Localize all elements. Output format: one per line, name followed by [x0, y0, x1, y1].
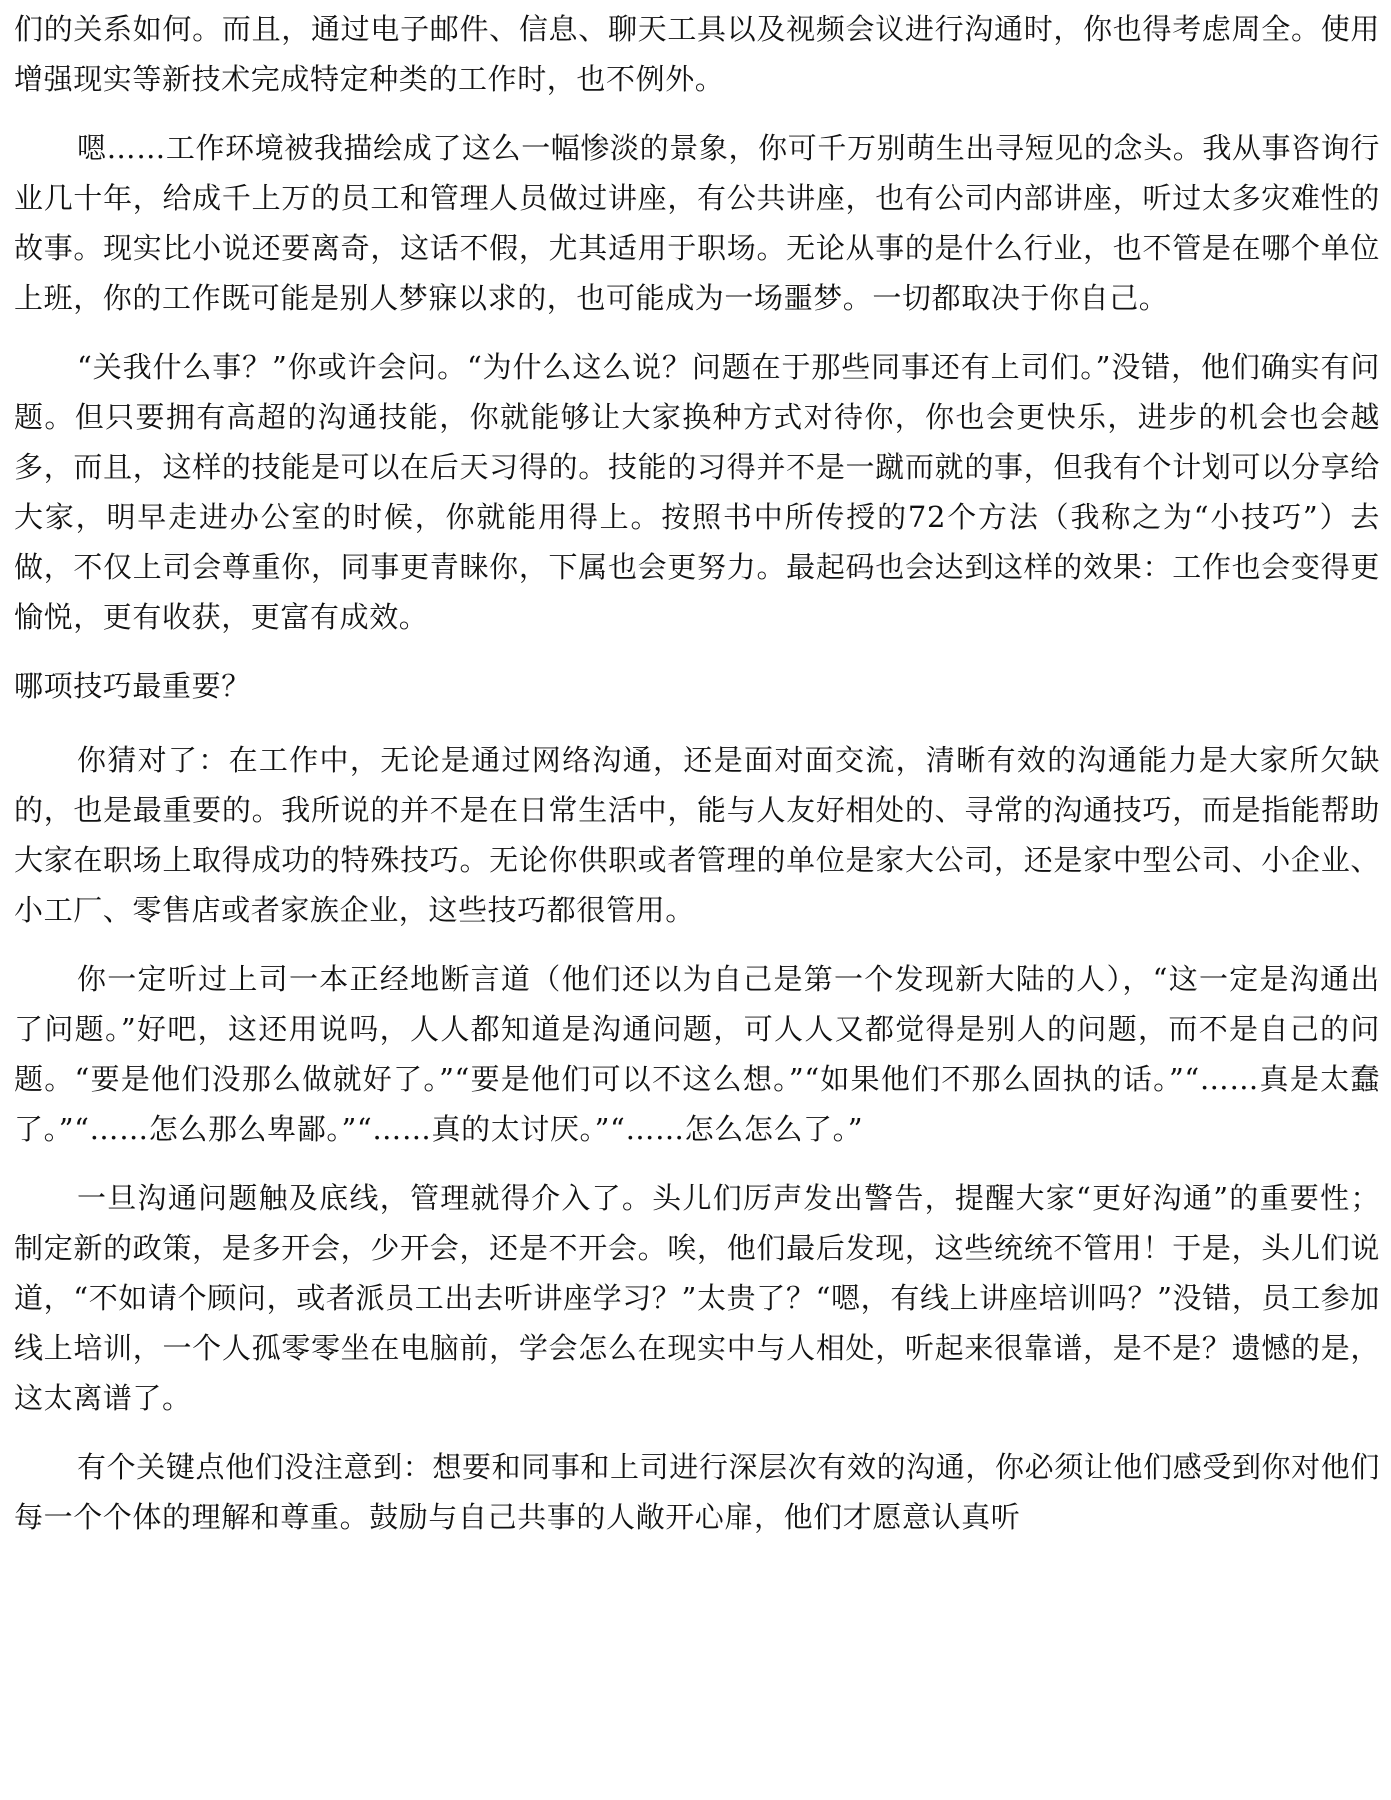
- section-heading: 哪项技巧最重要？: [14, 669, 251, 703]
- paragraph: 有个关键点他们没注意到：想要和同事和上司进行深层次有效的沟通，你必须让他们感受到你对他们每一个个体的理解和尊重。鼓励与自己共事的人敞开心扉，他们才愿意认真听: [14, 1450, 1380, 1534]
- paragraph: “关我什么事？”你或许会问。“为什么这么说？问题在于那些同事还有上司们。”没错，他们确实有问题。但只要拥有高超的沟通技能，你就能够让大家换种方式对待你，你也会更快乐，进步的机会也会越多，而且，这样的技能是可以在后天习得的。技能的习得并不是一蹴而就的事，但我有个计划可以分享给大家，明早走进办公室的时候，你就能用得上。按照书中所传授的72个方法（我称之为“小技巧”）去做，不仅上司会尊重你，同事更青睐你，下属也会更努力。最起码也会达到这样的效果：工作也会变得更愉悦，更有收获，更富有成效。: [14, 350, 1380, 634]
- paragraph: 你猜对了：在工作中，无论是通过网络沟通，还是面对面交流，清晰有效的沟通能力是大家所欠缺的，也是最重要的。我所说的并不是在日常生活中，能与人友好相处的、寻常的沟通技巧，而是指能帮助大家在职场上取得成功的特殊技巧。无论你供职或者管理的单位是家大公司，还是家中型公司、小企业、小工厂、零售店或者家族企业，这些技巧都很管用。: [14, 743, 1380, 927]
- paragraph: 你一定听过上司一本正经地断言道（他们还以为自己是第一个发现新大陆的人），“这一定是沟通出了问题。”好吧，这还用说吗，人人都知道是沟通问题，可人人又都觉得是别人的问题，而不是自己的问题。“要是他们没那么做就好了。”“要是他们可以不这么想。”“如果他们不那么固执的话。”“……真是太蠢了。”“……怎么那么卑鄙。”“……真的太讨厌。”“……怎么怎么了。”: [14, 962, 1380, 1146]
- paragraph: 嗯……工作环境被我描绘成了这么一幅惨淡的景象，你可千万别萌生出寻短见的念头。我从事咨询行业几十年，给成千上万的员工和管理人员做过讲座，有公共讲座，也有公司内部讲座，听过太多灾难性的故事。现实比小说还要离奇，这话不假，尤其适用于职场。无论从事的是什么行业，也不管是在哪个单位上班，你的工作既可能是别人梦寐以求的，也可能成为一场噩梦。一切都取决于你自己。: [14, 131, 1380, 315]
- paragraph: 们的关系如何。而且，通过电子邮件、信息、聊天工具以及视频会议进行沟通时，你也得考虑周全。使用增强现实等新技术完成特定种类的工作时，也不例外。: [14, 12, 1380, 96]
- paragraph: 一旦沟通问题触及底线，管理就得介入了。头儿们厉声发出警告，提醒大家“更好沟通”的重要性；制定新的政策，是多开会，少开会，还是不开会。唉，他们最后发现，这些统统不管用！于是，头儿们说道，“不如请个顾问，或者派员工出去听讲座学习？”太贵了？“嗯，有线上讲座培训吗？”没错，员工参加线上培训，一个人孤零零坐在电脑前，学会怎么在现实中与人相处，听起来很靠谱，是不是？遗憾的是，这太离谱了。: [14, 1181, 1380, 1415]
- document-page: [14, 4, 1380, 1561]
